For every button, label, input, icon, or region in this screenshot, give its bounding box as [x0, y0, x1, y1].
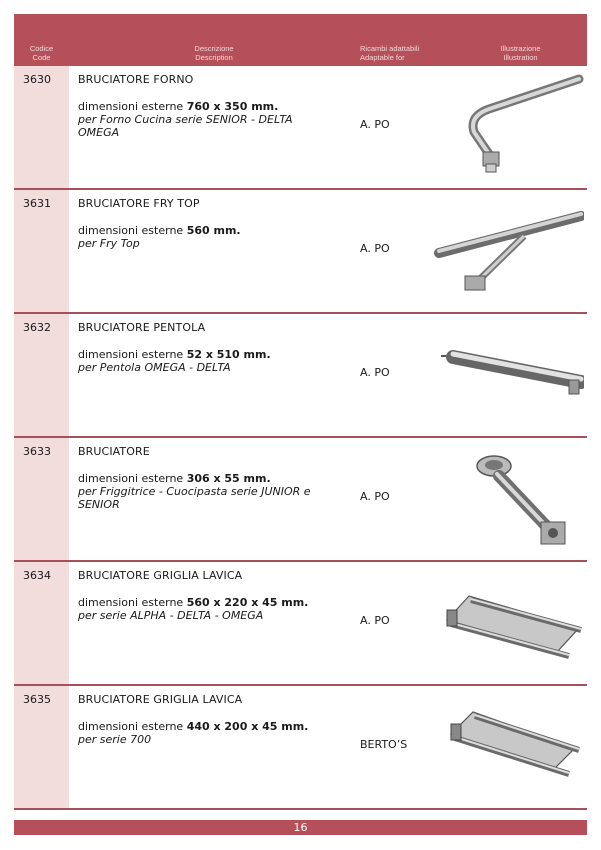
- header-adaptable: [360, 44, 450, 62]
- dims-value: 52 x 510 mm.: [186, 348, 271, 361]
- product-applies: per Friggitrice - Cuocipasta serie JUNIOR e SENIOR: [78, 485, 311, 511]
- dims-value: 760 x 350 mm.: [186, 100, 279, 113]
- header-adapt-it: Ricambi adattabili: [360, 44, 420, 53]
- product-dimensions: [78, 720, 308, 733]
- dims-prefix: dimensioni esterne: [78, 472, 184, 485]
- table-row: [14, 562, 587, 686]
- header-adapt-en: Adaptable for: [360, 53, 405, 62]
- product-applies: per serie 700: [78, 733, 152, 746]
- header-code: [14, 44, 69, 62]
- product-title: BRUCIATORE PENTOLA: [78, 321, 206, 334]
- dims-prefix: dimensioni esterne: [78, 100, 184, 113]
- top-band: [14, 14, 587, 40]
- product-code: 3632: [23, 321, 51, 334]
- product-dimensions: [78, 224, 241, 237]
- adaptable-for: A. PO: [360, 614, 390, 627]
- product-dimensions: [78, 348, 271, 361]
- dims-value: 440 x 200 x 45 mm.: [186, 720, 309, 733]
- product-code: 3634: [23, 569, 51, 582]
- product-title: BRUCIATORE: [78, 445, 150, 458]
- dims-prefix: dimensioni esterne: [78, 720, 184, 733]
- table-row: [14, 66, 587, 190]
- header-desc-it: Descrizione: [194, 44, 234, 53]
- table-row: [14, 438, 587, 562]
- dims-prefix: dimensioni esterne: [78, 348, 184, 361]
- dims-value: 306 x 55 mm.: [186, 472, 271, 485]
- dims-value: 560 mm.: [186, 224, 241, 237]
- product-applies: per Fry Top: [78, 237, 140, 250]
- header-description: [69, 44, 359, 62]
- adaptable-for: A. PO: [360, 242, 390, 255]
- dims-prefix: dimensioni esterne: [78, 596, 184, 609]
- product-dimensions: [78, 472, 271, 485]
- dims-value: 560 x 220 x 45 mm.: [186, 596, 309, 609]
- header-illus-en: Illustration: [503, 53, 538, 62]
- adaptable-for: BERTO’S: [360, 738, 408, 751]
- table-header: [14, 40, 587, 66]
- product-dimensions: [78, 596, 308, 609]
- fryer-burner-image: [429, 446, 584, 554]
- product-applies: per serie ALPHA - DELTA - OMEGA: [78, 609, 264, 622]
- product-code: 3635: [23, 693, 51, 706]
- header-desc-en: Description: [195, 53, 233, 62]
- pot-burner-image: [429, 322, 584, 430]
- table-row: [14, 314, 587, 438]
- lava-grill-burner-image: [429, 570, 584, 678]
- fry-top-burner-image: [429, 198, 584, 306]
- product-title: BRUCIATORE GRIGLIA LAVICA: [78, 693, 243, 706]
- oven-burner-image: [429, 74, 584, 182]
- product-table: [14, 66, 587, 810]
- product-dimensions: [78, 100, 278, 113]
- header-illus-it: Illustrazione: [500, 44, 541, 53]
- product-code: 3630: [23, 73, 51, 86]
- table-row: [14, 190, 587, 314]
- header-illustration: [454, 44, 587, 62]
- adaptable-for: A. PO: [360, 490, 390, 503]
- product-title: BRUCIATORE FORNO: [78, 73, 194, 86]
- header-code-it: Codice: [29, 44, 54, 53]
- product-code: 3631: [23, 197, 51, 210]
- product-title: BRUCIATORE GRIGLIA LAVICA: [78, 569, 243, 582]
- page-number: 16: [14, 820, 587, 835]
- product-applies: per Forno Cucina serie SENIOR - DELTA OMEGA: [78, 113, 293, 139]
- product-title: BRUCIATORE FRY TOP: [78, 197, 200, 210]
- table-row: [14, 686, 587, 810]
- header-code-en: Code: [32, 53, 51, 62]
- lava-grill-burner-image: [429, 694, 584, 802]
- adaptable-for: A. PO: [360, 118, 390, 131]
- adaptable-for: A. PO: [360, 366, 390, 379]
- product-code: 3633: [23, 445, 51, 458]
- dims-prefix: dimensioni esterne: [78, 224, 184, 237]
- product-applies: per Pentola OMEGA - DELTA: [78, 361, 231, 374]
